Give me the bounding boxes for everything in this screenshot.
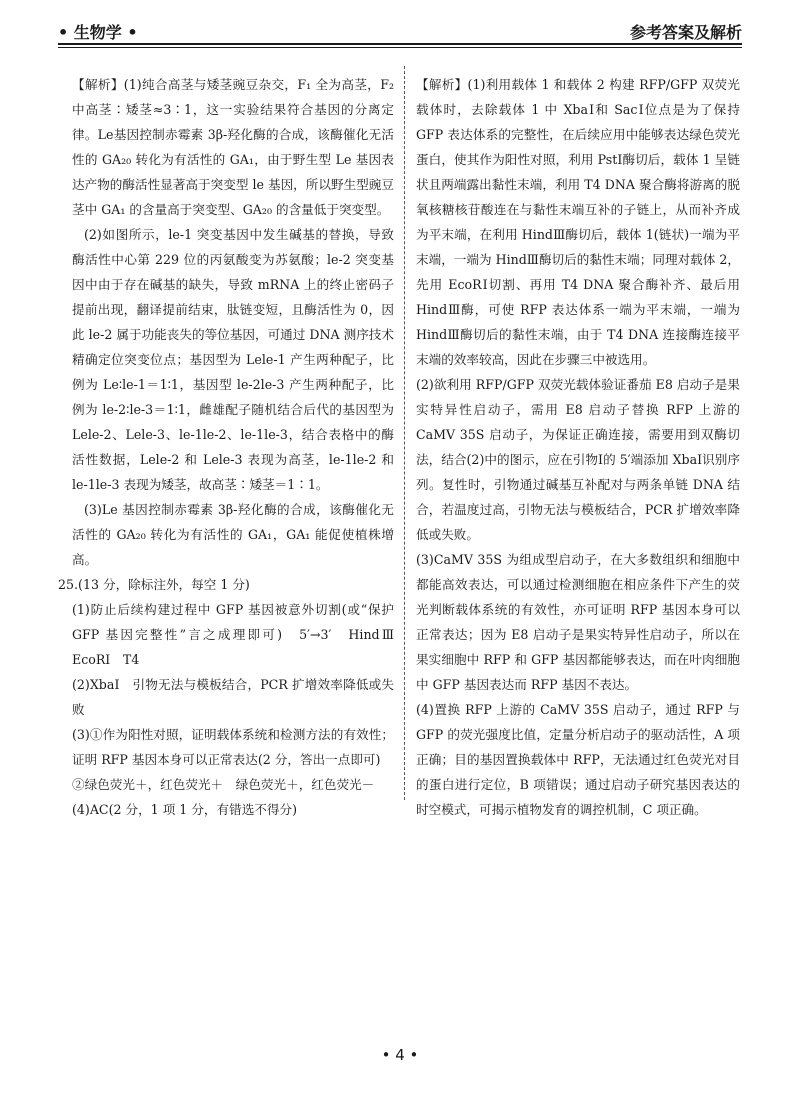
answer-4: (4)AC(2 分，1 项 1 分，有错选不得分)	[72, 802, 297, 817]
question-25-header: 25.(13 分，除标注外，每空 1 分)	[58, 577, 250, 592]
answer-3-part-2: ②绿色荧光＋，红色荧光＋ 绿色荧光＋，红色荧光－	[72, 777, 375, 792]
answer-3: (3)①作为阳性对照，证明载体系统和检测方法的有效性；证明 RFP 基因本身可以正常表达(2 分，答出一点即可)	[72, 727, 394, 767]
page-number: • 4 •	[381, 1046, 419, 1064]
analysis-25-1: 【解析】(1)利用载体 1 和载体 2 构建 RFP/GFP 双荧光载体时，去除载体 1 中 XbaⅠ和 SacⅠ位点是为了保持 GFP 表达体系的完整性，在后续应用中能够表达绿色荧光蛋白，使其作为阳性对照，利用 PstⅠ酶切后，载体 1 呈链状且两端露出黏性末端，利用 T4 DNA 聚合酶将游离的脱氧核糖核苷酸连在与黏性末端互补的子链上，从而补齐成为平末端，在利用 HindⅢ酶切后，载体 1(链状)一端为平末端，一端为 HindⅢ酶切后的黏性末端；同理对载体 2，先用 EcoRⅠ切割、再用 T4 DNA 聚合酶补齐、最后用 HindⅢ酶，可使 RFP 表达体系一端为平末端，一端为 HindⅢ酶切后的黏性末端，由于 T4 DNA 连接酶连接平末端的效率较高，因此在步骤三中被选用。	[416, 77, 740, 367]
analysis-paragraph-1: 【解析】(1)纯合高茎与矮茎豌豆杂交，F₁ 全为高茎，F₂ 中高茎∶矮茎≈3∶1，这一实验结果符合基因的分离定律。Le基因控制赤霉素 3β-羟化酶的合成，该酶催化无活性的 GA₂₀ 转化为有活性的 GA₁，由于野生型 Le 基因表达产物的酶活性显著高于突变型 le 基因，所以野生型豌豆茎中 GA₁ 的含量高于突变型、GA₂₀ 的含量低于突变型。	[72, 77, 394, 217]
header-rule-thin	[58, 47, 742, 48]
answer-1: (1)防止后续构建过程中 GFP 基因被意外切割(或“保护 GFP 基因完整性”言之成理即可) 5′→3′ HindⅢ EcoRⅠ T4	[72, 602, 407, 667]
analysis-25-2: (2)欲利用 RFP/GFP 双荧光载体验证番茄 E8 启动子是果实特异性启动子，需用 E8 启动子替换 RFP 上游的 CaMV 35S 启动子，为保证正确连接，需要用到双酶切法，结合(2)中的图示，应在引物Ⅰ的 5′端添加 XbaⅠ识别序列。复性时，引物通过碱基互补配对与两条单链 DNA 结合，若温度过高，引物无法与模板结合，PCR 扩增效率降低或失败。	[416, 377, 740, 542]
left-column	[58, 72, 407, 822]
answer-2: (2)XbaⅠ 引物无法与模板结合，PCR 扩增效率降低或失败	[72, 677, 394, 717]
right-column	[416, 72, 740, 822]
section-title: 参考答案及解析	[629, 23, 742, 42]
analysis-paragraph-3: (3)Le 基因控制赤霉素 3β-羟化酶的合成，该酶催化无活性的 GA₂₀ 转化为有活性的 GA₁，GA₁ 能促使植株增高。	[72, 502, 394, 567]
analysis-paragraph-2: (2)如图所示，le-1 突变基因中发生碱基的替换，导致酶活性中心第 229 位的丙氨酸变为苏氨酸；le-2 突变基因中由于存在碱基的缺失，导致 mRNA 上的终止密码子提前出现，翻译提前结束，肽链变短，且酶活性为 0，因此 le-2 属于功能丧失的等位基因，可通过 DNA 测序技术精确定位突变位点；基因型为 Lele-1 产生两种配子，比例为 Le∶le-1＝1∶1，基因型 le-2le-3 产生两种配子，比例为 le-2∶le-3＝1∶1，雌雄配子随机结合后代的基因型为 Lele-2、Lele-3、le-1le-2、le-1le-3，结合表格中的酶活性数据，Lele-2 和 Lele-3 表现为高茎，le-1le-2 和 le-1le-3 表现为矮茎，故高茎∶矮茎＝1∶1。	[72, 227, 394, 492]
analysis-25-3: (3)CaMV 35S 为组成型启动子，在大多数组织和细胞中都能高效表达，可以通过检测细胞在相应条件下产生的荧光判断载体系统的有效性，亦可证明 RFP 基因本身可以正常表达；因为 E8 启动子是果实特异性启动子，所以在果实细胞中 RFP 和 GFP 基因都能够表达，而在叶肉细胞中 GFP 基因表达而 RFP 基因不表达。	[416, 552, 740, 692]
analysis-25-4: (4)置换 RFP 上游的 CaMV 35S 启动子，通过 RFP 与 GFP 的荧光强度比值，定量分析启动子的驱动活性，A 项正确；目的基因置换载体中 RFP，无法通过红色荧光对目的蛋白进行定位，B 项错误；通过启动子研究基因表达的时空模式，可揭示植物发育的调控机制，C 项正确。	[416, 702, 740, 817]
page-header	[58, 18, 742, 44]
subject-label: • 生物学 •	[58, 23, 138, 42]
header-rule-thick	[58, 43, 742, 45]
column-divider	[404, 66, 405, 800]
